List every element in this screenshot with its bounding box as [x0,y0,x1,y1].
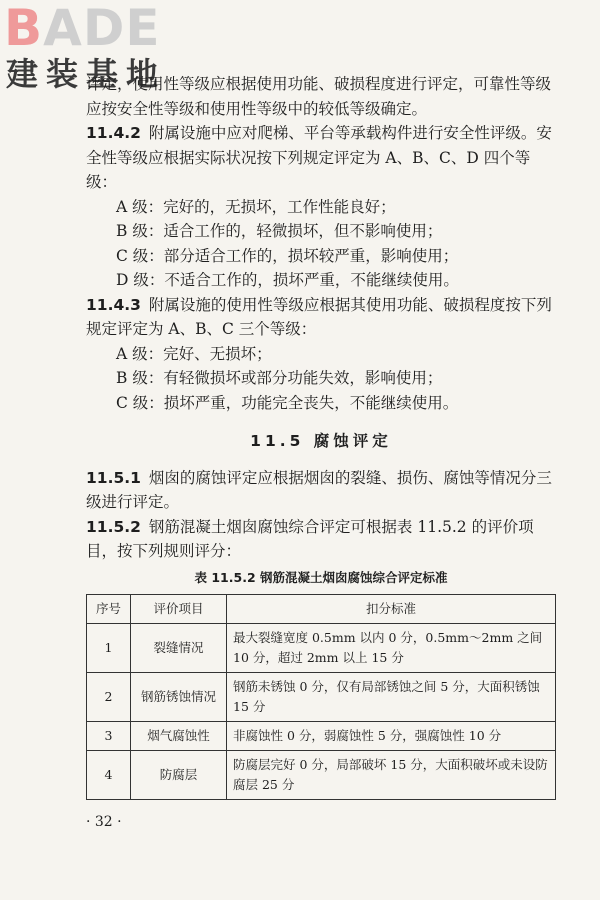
evaluation-item: 裂缝情况 [131,624,227,673]
deduction-criteria: 最大裂缝宽度 0.5mm 以内 0 分，0.5mm～2mm 之间 10 分，超过 2mm 以上 15 分 [227,624,556,673]
deduction-criteria: 防腐层完好 0 分，局部破坏 15 分，大面积破坏或未设防腐层 25 分 [227,751,556,800]
paragraph-continued: 评定，使用性等级应根据使用功能、破损程度进行评定，可靠性等级应按安全性等级和使用性等级中的较低等级确定。 [86,75,552,118]
clause-11-4-2 [86,121,556,195]
list-item: D 级：不适合工作的，损坏严重，不能继续使用。 [116,271,459,289]
column-header: 扣分标准 [227,595,556,624]
row-number: 4 [87,751,131,800]
page-number: · 32 · [86,814,122,830]
table-row [87,751,556,800]
table-row [87,673,556,722]
document-body [86,72,556,800]
evaluation-table [86,594,556,800]
clause-number: 11.4.2 [86,124,141,142]
column-header: 序号 [87,595,131,624]
section-heading: 11.5 腐蚀评定 [250,432,392,450]
clause-number: 11.5.1 [86,468,141,487]
evaluation-item: 钢筋锈蚀情况 [131,673,227,722]
list-item: A 级：完好、无损坏； [116,344,272,363]
list-item: B 级：适合工作的，轻微损坏，但不影响使用； [116,222,443,240]
evaluation-item: 烟气腐蚀性 [131,722,227,751]
clause-text: 烟囱的腐蚀评定应根据烟囱的裂缝、损伤、腐蚀等情况分三级进行评定。 [86,468,552,511]
deduction-criteria: 钢筋未锈蚀 0 分，仅有局部锈蚀之间 5 分，大面积锈蚀 15 分 [227,673,556,722]
list-item: C 级：部分适合工作的，损坏较严重，影响使用； [116,246,459,265]
deduction-criteria: 非腐蚀性 0 分，弱腐蚀性 5 分，强腐蚀性 10 分 [227,722,556,751]
clause-text: 附属设施的使用性等级应根据其使用功能、破损程度按下列规定评定为 A、B、C 三个等级： [86,295,552,338]
clause-number: 11.5.2 [86,517,141,536]
list-item: B 级：有轻微损坏或部分功能失效，影响使用； [116,369,443,387]
row-number: 1 [87,624,131,673]
table-row [87,722,556,751]
row-number: 3 [87,722,131,751]
clause-11-5-1 [86,466,556,515]
column-header: 评价项目 [131,595,227,624]
clause-text: 附属设施中应对爬梯、平台等承载构件进行安全性评级。安全性等级应根据实际状况按下列规定评定为 A、B、C、D 四个等级： [86,124,552,191]
table-caption: 表 11.5.2 钢筋混凝土烟囱腐蚀综合评定标准 [194,569,448,585]
table-header-row [87,595,556,624]
clause-11-5-2 [86,515,556,564]
row-number: 2 [87,673,131,722]
logo-wordmark: BADE [4,0,161,57]
table-row [87,624,556,673]
evaluation-item: 防腐层 [131,751,227,800]
list-item: C 级：损坏严重，功能完全丧失，不能继续使用。 [116,393,459,412]
list-item: A 级：完好的，无损坏，工作性能良好； [116,197,396,216]
clause-number: 11.4.3 [86,295,141,314]
clause-11-4-3 [86,293,556,342]
logo-subtitle: 建装基地 [6,55,167,93]
clause-text: 钢筋混凝土烟囱腐蚀综合评定可根据表 11.5.2 的评价项目，按下列规则评分： [86,517,534,560]
